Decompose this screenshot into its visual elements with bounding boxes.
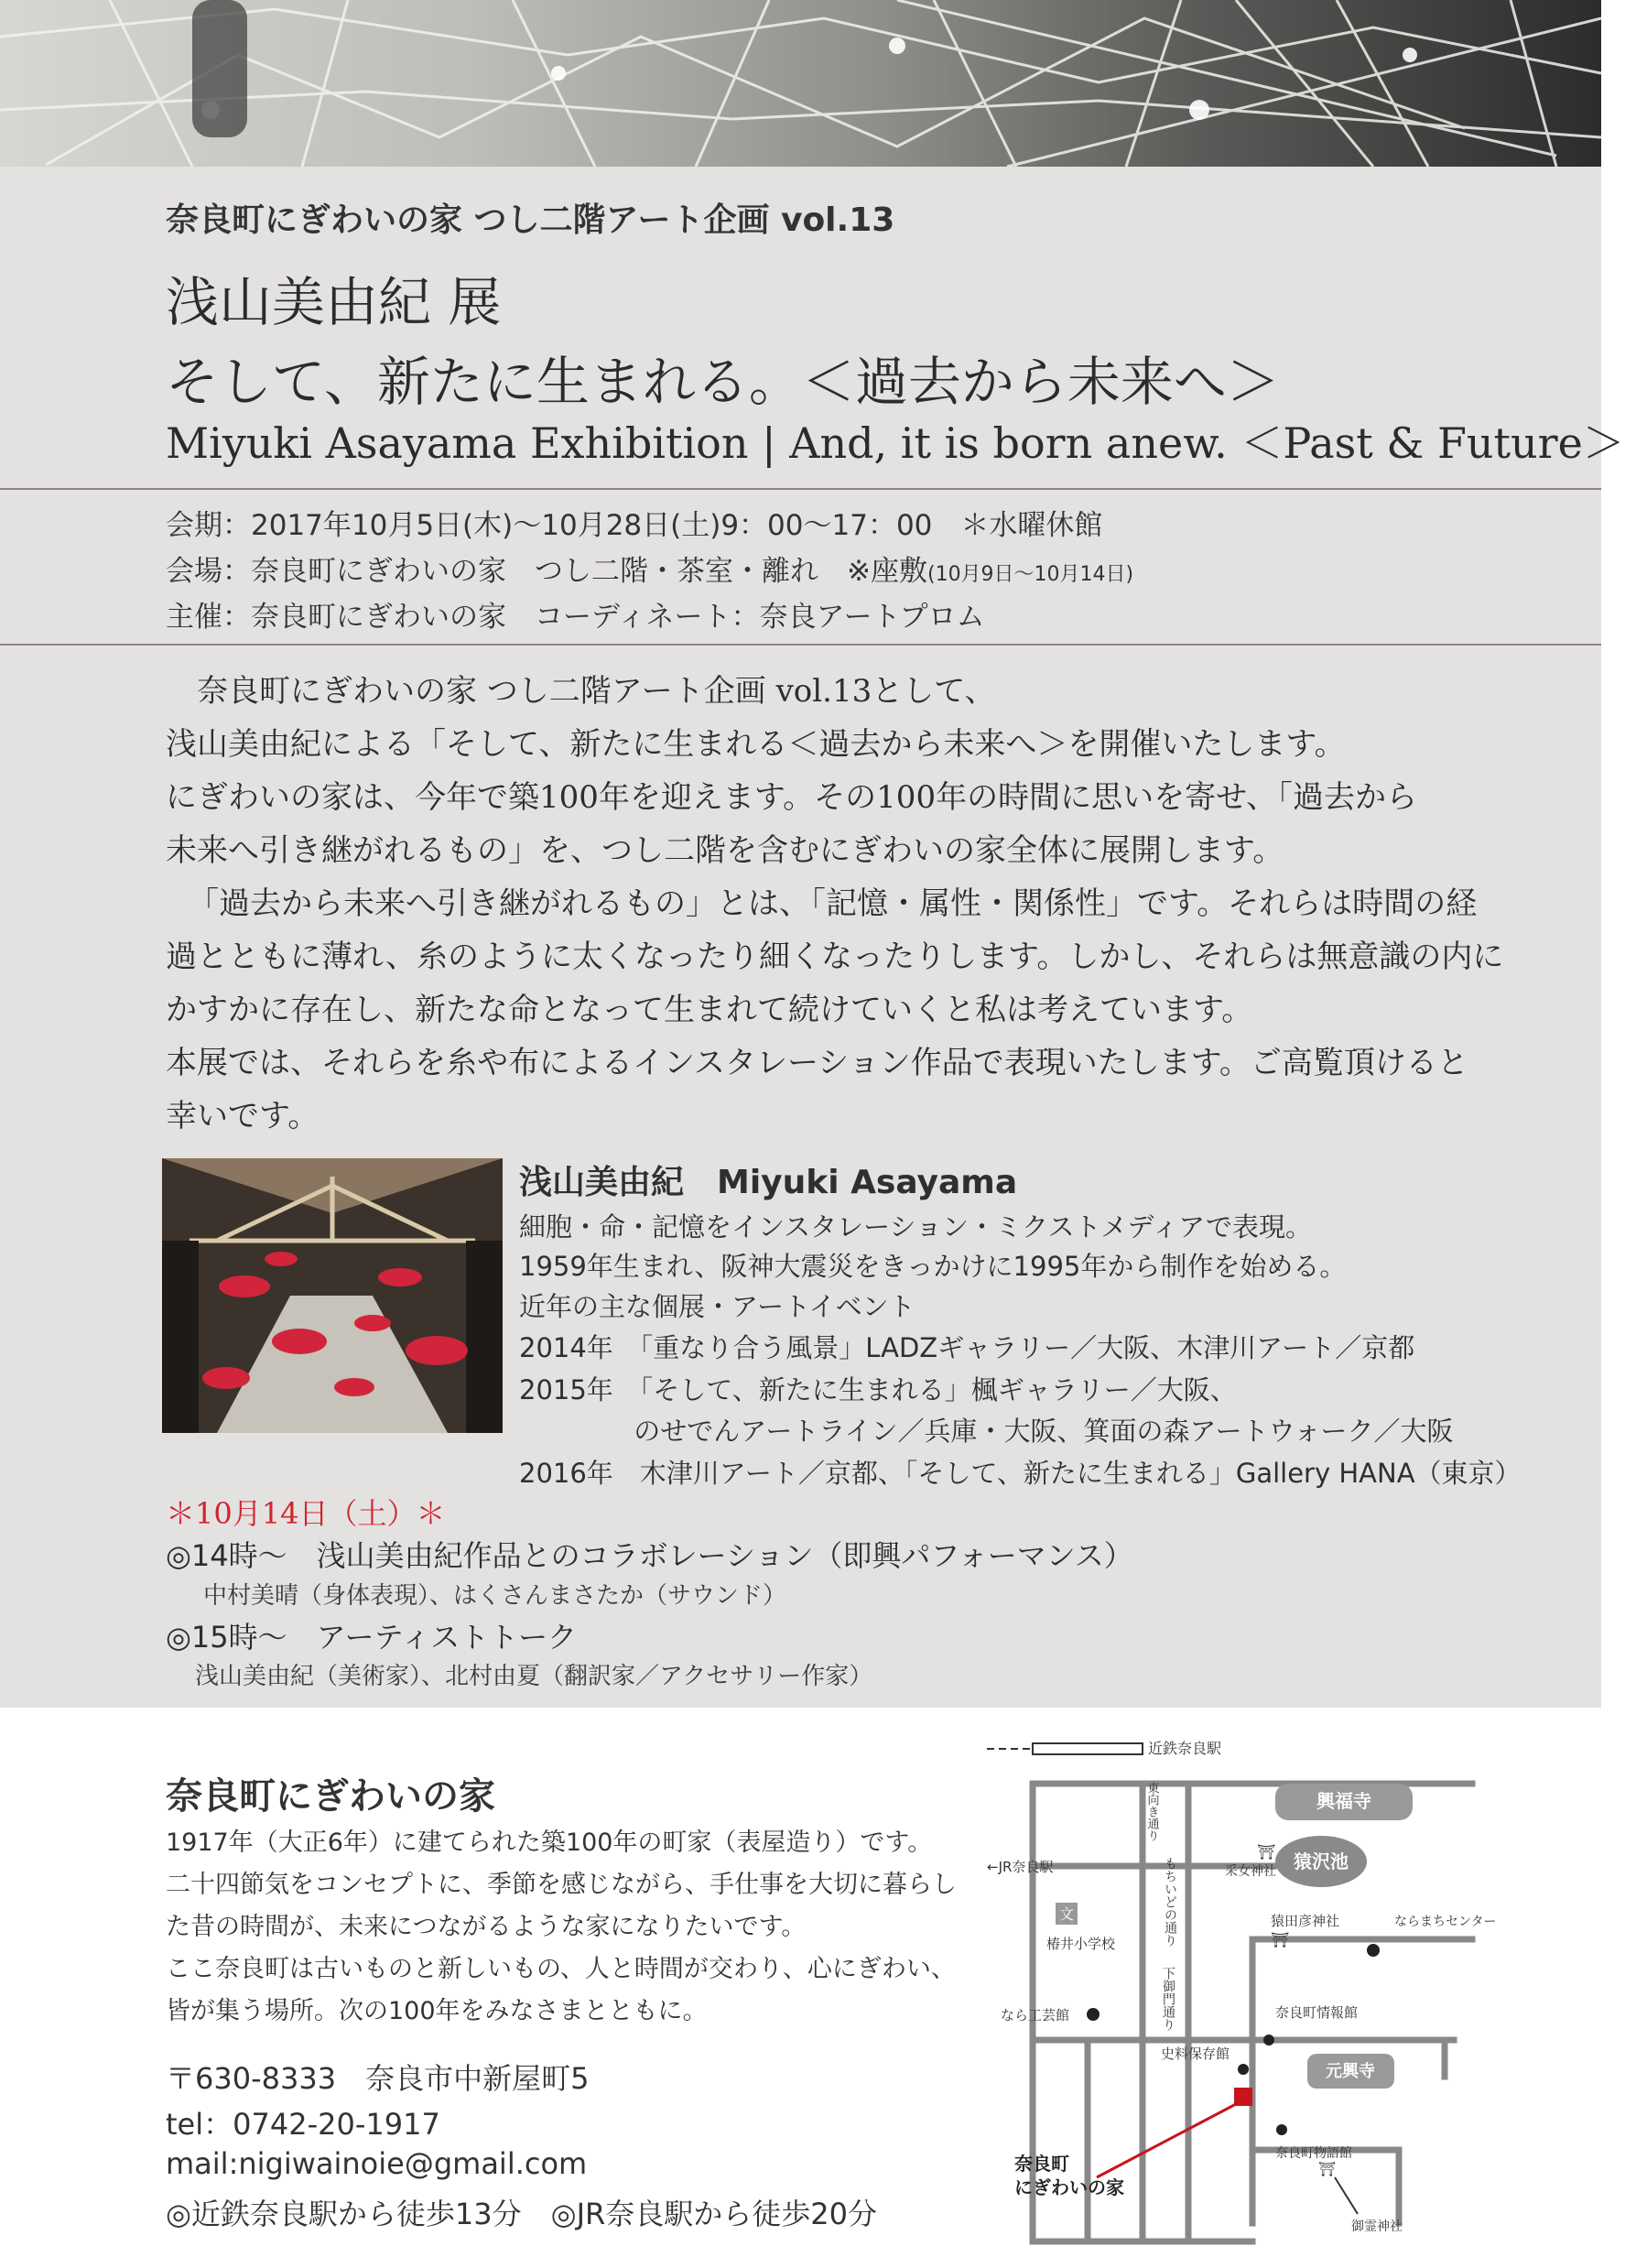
map-label-jr: ←JR奈良駅 [987, 1859, 1054, 1875]
bio-line: 近年の主な個展・アートイベント [519, 1291, 915, 1322]
map-shrine-goryo: ⛩ [1318, 2161, 1337, 2177]
info-organizer: 主催：奈良町にぎわいの家 コーディネート：奈良アートプロム [166, 601, 985, 634]
map-label-naramachi-center: ならまちセンター [1394, 1915, 1497, 1929]
divider-top [0, 488, 1601, 490]
intro-line: 奈良町にぎわいの家 つし二階アート企画 vol.13として、 [166, 673, 996, 710]
artist-installation-photo [162, 1158, 503, 1433]
divider-bottom [0, 644, 1601, 646]
info-venue-text: 会場：奈良町にぎわいの家 つし二階・茶室・離れ ※座敷 [166, 555, 927, 588]
map-label-info-center: 奈良町情報館 [1275, 2004, 1359, 2021]
venue-email[interactable]: mail:nigiwainoie@gmail.com [166, 2146, 588, 2181]
access-map-svg [978, 1729, 1497, 2260]
map-label-sarusawa: 猿沢池 [1294, 1850, 1349, 1872]
series-title: 奈良町にぎわいの家 つし二階アート企画 vol.13 [166, 201, 895, 239]
map-label-sarutahiko: 猿田彦神社 [1271, 1913, 1340, 1929]
bio-line: 2015年 「そして、新たに生まれる」楓ギャラリー／大阪、 [519, 1374, 1237, 1405]
event-performers: 中村美晴（身体表現）、はくさんまさたか（サウンド） [203, 1582, 787, 1610]
bio-line: 2016年 木津川アート／京都、「そして、新たに生まれる」Gallery HANA（東京） [519, 1458, 1522, 1489]
venue-desc-line: 1917年（大正6年）に建てられた築100年の町家（表屋造り）です。 [166, 1829, 933, 1857]
venue-marker [1234, 2088, 1252, 2106]
exhibition-title: 浅山美由紀 展 [166, 271, 502, 333]
event-speakers: 浅山美由紀（美術家）、北村由夏（翻訳家／アクセサリー作家） [195, 1663, 873, 1690]
map-label-shimomikado: 下御門通り [1161, 1967, 1175, 2031]
intro-line: 過とともに薄れ、糸のように太くなったり細くなったりします。しかし、それらは無意識の内に [166, 939, 1504, 975]
bio-line: 1959年生まれ、阪神大震災をきっかけに1995年から制作を始める。 [519, 1251, 1347, 1282]
event-date: ＊10月14日（土）＊ [166, 1496, 446, 1531]
map-label-higashimuki: 東向き通り [1144, 1782, 1159, 1841]
venue-address: 〒630-8333 奈良市中新屋町5 [166, 2061, 590, 2096]
map-label-goryo: 御霊神社 [1351, 2219, 1403, 2234]
map-label-shiryo: 史料保存館 [1161, 2046, 1230, 2062]
intro-line: かすかに存在し、新たな命となって生まれて続けていくと私は考えています。 [166, 992, 1253, 1028]
venue-tel: tel：0742-20-1917 [166, 2107, 440, 2142]
map-label-kintetsu: 近鉄奈良駅 [1148, 1740, 1222, 1757]
intro-line: 本展では、それらを糸や布によるインスタレーション作品で表現いたします。ご高覧頂けると [166, 1045, 1468, 1081]
installation-photo-image [162, 1158, 503, 1433]
info-period: 会期：2017年10月5日(木)～10月28日(土)9：00～17：00 ＊水曜休館 [166, 509, 1103, 542]
map-label-kofukuji: 興福寺 [1316, 1790, 1371, 1812]
bio-line: 細胞・命・記憶をインスタレーション・ミクストメディアで表現。 [519, 1211, 1312, 1243]
venue-name: 奈良町にぎわいの家 [166, 1775, 495, 1818]
map-shrine-uneme: ⛩ [1257, 1843, 1276, 1861]
intro-line: 幸いです。 [166, 1098, 320, 1134]
venue-access: ◎近鉄奈良駅から徒歩13分 ◎JR奈良駅から徒歩20分 [166, 2197, 877, 2231]
map-label-school: 椿井小学校 [1046, 1936, 1116, 1952]
intro-line: 「過去から未来へ引き継がれるもの」とは、「記憶・属性・関係性」です。それらは時間の経 [188, 885, 1478, 922]
exhibition-subtitle-en: Miyuki Asayama Exhibition | And, it is born anew. ＜Past & Future＞ [166, 418, 1625, 468]
info-venue [166, 548, 1133, 589]
map-label-mochiido: もちいどの通り [1163, 1857, 1177, 1947]
map-label-here-2: にぎわいの家 [1014, 2176, 1124, 2198]
map-school-icon: 文 [1058, 1905, 1075, 1923]
hero-photo [0, 0, 1601, 167]
venue-desc-line: た昔の時間が、未来につながるような家になりたいです。 [166, 1913, 807, 1941]
map-label-kogeikan: なら工芸館 [1001, 2007, 1070, 2024]
access-map [978, 1729, 1497, 2260]
map-label-here-1: 奈良町 [1014, 2153, 1069, 2175]
exhibition-subtitle-ja: そして、新たに生まれる。＜過去から未来へ＞ [166, 351, 1280, 413]
map-label-uneme: 采女神社 [1225, 1864, 1276, 1879]
artist-name: 浅山美由紀 Miyuki Asayama [519, 1164, 1018, 1201]
intro-line: 浅山美由紀による「そして、新たに生まれる＜過去から未来へ＞を開催いたします。 [166, 726, 1346, 763]
map-label-gangoji: 元興寺 [1326, 2062, 1375, 2081]
bio-line: のせでんアートライン／兵庫・大阪、箕面の森アートウォーク／大阪 [519, 1416, 1454, 1447]
event-item-talk: ◎15時～ アーティストトーク [166, 1620, 578, 1655]
intro-line: 未来へ引き継がれるもの」を、つし二階を含むにぎわいの家全体に展開します。 [166, 832, 1284, 869]
intro-line: にぎわいの家は、今年で築100年を迎えます。その100年の時間に思いを寄せ、「過去から [166, 779, 1418, 816]
map-label-monogatari: 奈良町物語館 [1275, 2146, 1352, 2161]
venue-desc-line: 二十四節気をコンセプトに、季節を感じながら、手仕事を大切に暮らし [166, 1871, 957, 1899]
thread-installation-image [0, 0, 1601, 167]
venue-desc-line: ここ奈良町は古いものと新しいもの、人と時間が交わり、心にぎわい、 [166, 1955, 956, 1983]
event-item-performance: ◎14時～ 浅山美由紀作品とのコラボレーション（即興パフォーマンス） [166, 1538, 1133, 1573]
venue-desc-line: 皆が集う場所。次の100年をみなさまとともに。 [166, 1997, 708, 2025]
info-venue-note: (10月9日～10月14日) [926, 563, 1134, 586]
bio-line: 2014年 「重なり合う風景」LADZギャラリー／大阪、木津川アート／京都 [519, 1332, 1415, 1363]
map-shrine-sarutahiko: ⛩ [1271, 1931, 1290, 1948]
